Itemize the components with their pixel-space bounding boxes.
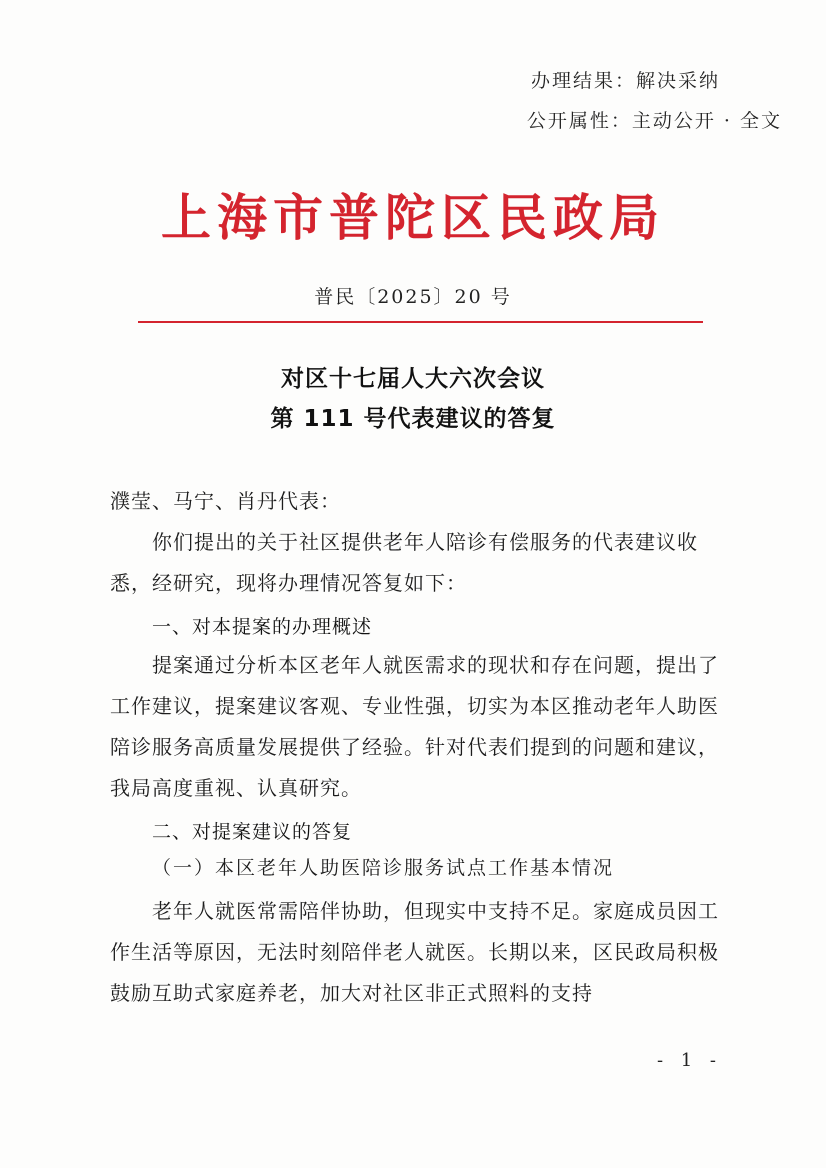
section-heading-1: 一、对本提案的办理概述 [152,616,373,638]
salutation: 濮莹、马宁、肖丹代表： [110,489,341,513]
handling-result: 办理结果：解决采纳 [530,70,720,92]
subsection-heading-1: （一）本区老年人助医陪诊服务试点工作基本情况 [152,857,615,879]
document-title-line-2: 第 111 号代表建议的答复 [270,406,556,432]
organization-title: 上海市普陀区民政局 [161,188,665,247]
document-title-line-1: 对区十七届人大六次会议 [281,366,545,392]
document-number: 普民〔2025〕20 号 [314,286,512,308]
paragraph-2: 提案通过分析本区老年人就医需求的现状和存在问题，提出了工作建议，提案建议客观、专业性强，切实为本区推动老年人助医陪诊服务高质量发展提供了经验。针对代表们提到的问题和建议，我局高度重视、认真研究。 [110,653,719,800]
red-divider [138,321,703,323]
paragraph-3: 老年人就医常需陪伴协助，但现实中支持不足。家庭成员因工作生活等原因，无法时刻陪伴老人就医。长期以来，区民政局积极鼓励互助式家庭养老，加大对社区非正式照料的支持 [110,899,719,1005]
page-number: - 1 - [656,1050,722,1071]
disclosure-attribute: 公开属性：主动公开 · 全文 [526,110,782,132]
paragraph-1: 你们提出的关于社区提供老年人陪诊有偿服务的代表建议收悉，经研究，现将办理情况答复如下： [110,530,698,595]
section-heading-2: 二、对提案建议的答复 [152,821,353,843]
